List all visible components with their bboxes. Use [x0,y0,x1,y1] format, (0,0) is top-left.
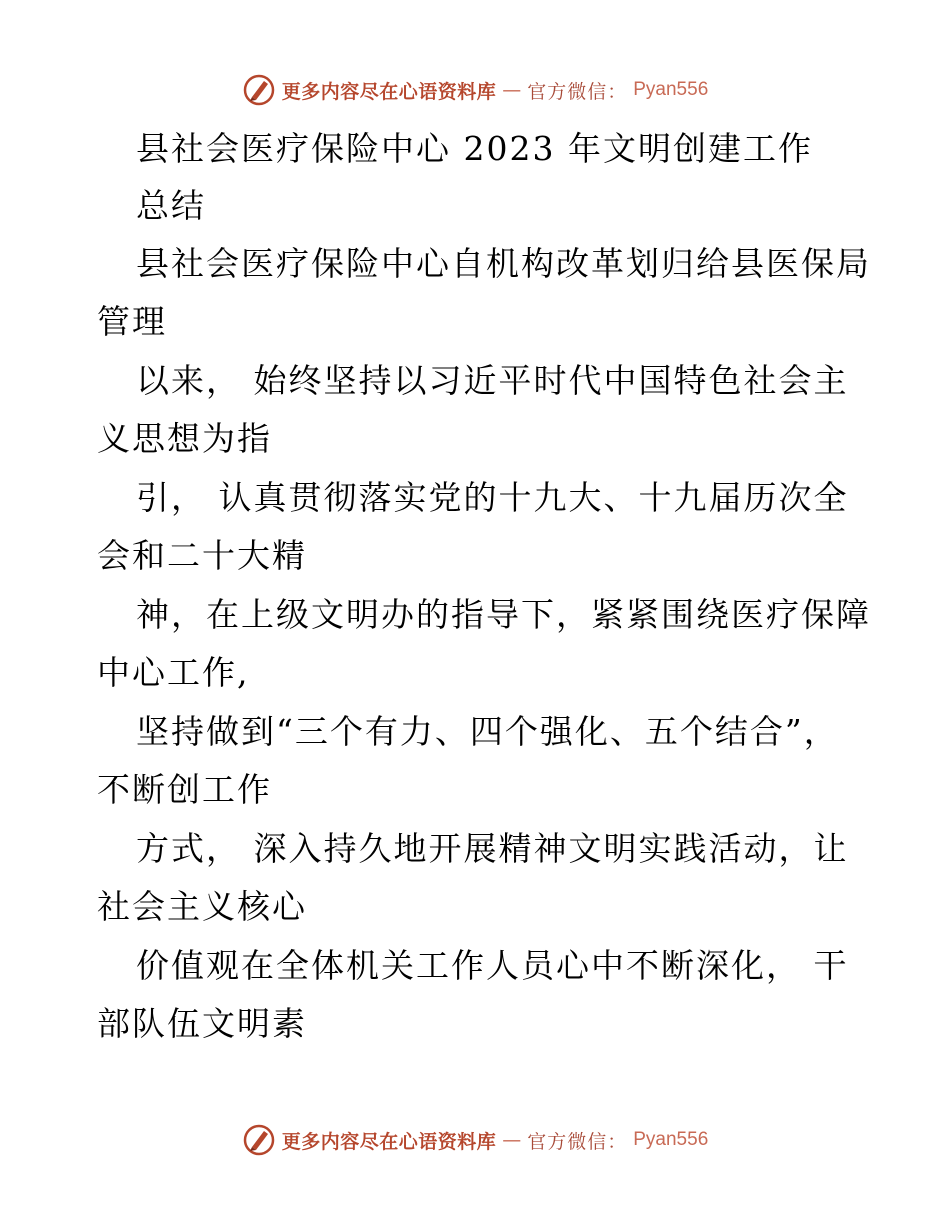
paragraph-line: 以来， 始终坚持以习近平时代中国特色社会主 [136,361,849,400]
paragraph-line: 社会主义核心 [97,887,307,926]
document-title-line-2: 总结 [136,186,206,225]
header-watermark [0,70,950,110]
pen-logo-icon [242,1123,276,1157]
paragraph-line: 会和二十大精 [97,536,307,575]
paragraph-line: 神，在上级文明办的指导下，紧紧围绕医疗保障 [136,595,871,634]
paragraph-line: 方式， 深入持久地开展精神文明实践活动，让 [136,829,849,868]
watermark-dash: — [502,79,522,101]
paragraph-line: 管理 [97,302,167,341]
watermark-official-label: 官方微信： [527,80,628,103]
paragraph-line: 坚持做到“三个有力、四个强化、五个结合”， [136,712,839,751]
watermark-main-text: 更多内容尽在心语资料库 [281,80,497,103]
paragraph-line: 县社会医疗保险中心自机构改革划归给县医保局 [136,244,871,283]
paragraph-line: 中心工作, [97,653,250,692]
paragraph-line: 引， 认真贯彻落实党的十九大、十九届历次全 [136,478,849,517]
watermark-wechat-id: Pyan556 [633,79,709,100]
pen-logo-icon [242,73,276,107]
watermark-official-label: 官方微信： [527,1130,628,1153]
watermark-main-text: 更多内容尽在心语资料库 [281,1130,497,1153]
watermark-wechat-id: Pyan556 [633,1129,709,1150]
document-title-line-1: 县社会医疗保险中心 2023 年文明创建工作 [136,129,813,168]
paragraph-line: 价值观在全体机关工作人员心中不断深化， 干 [136,946,849,985]
paragraph-line: 义思想为指 [97,419,272,458]
footer-watermark [0,1120,950,1160]
paragraph-line: 不断创工作 [97,770,272,809]
watermark-dash: — [502,1129,522,1151]
paragraph-line: 部队伍文明素 [97,1004,307,1043]
